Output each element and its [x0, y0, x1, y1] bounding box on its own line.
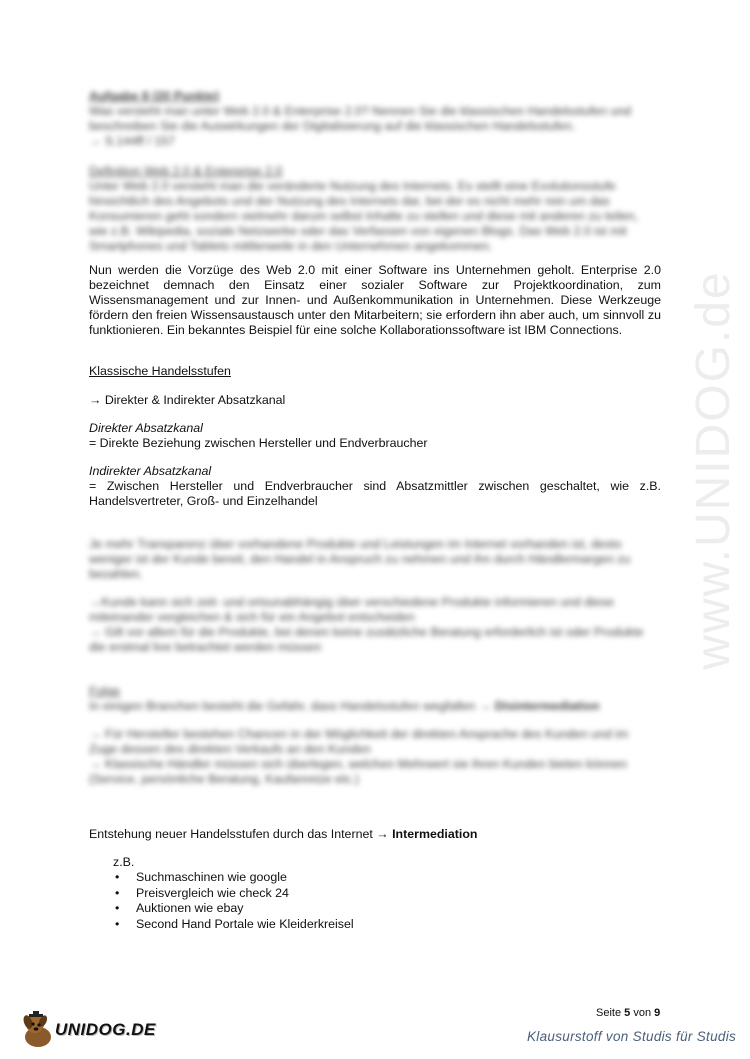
page-number	[596, 1007, 660, 1019]
definition-line: Unter Web 2.0 versteht man die veränderte Nutzung des Internets. Es stellt eine Evolutionsstufe	[89, 179, 616, 193]
definition-line: Konsumieren geht sondern vielmehr darum selbst Inhalte zu stellen und diese mit anderen zu teilen,	[89, 209, 638, 223]
handel-title: Klassische Handelsstufen	[89, 364, 231, 378]
page-total: 9	[654, 1007, 661, 1019]
list-item: • Preisvergleich wie check 24	[113, 886, 354, 902]
transparency-line: Je mehr Transparenz über vorhandene Produkte und Leistungen im Internet vorhanden ist, desto	[89, 537, 622, 551]
folge-line: Zuge dessen des direkten Verkaufs an den Kunden	[89, 742, 371, 756]
page-prefix: Seite	[596, 1007, 622, 1019]
customer-block	[89, 595, 661, 655]
dog-icon	[18, 1010, 58, 1050]
folge-detail-block	[89, 727, 661, 787]
task-question-line: beschreiben Sie die Auswirkungen der Digitalisierung auf die klassischen Handelsstufen.	[89, 119, 576, 133]
watermark-text: www.UNIDOG.de	[687, 270, 740, 670]
folge-summary	[89, 699, 661, 714]
folge-summary-text: In einigen Branchen besteht die Gefahr, dass Handelsstufen wegfallen →	[89, 699, 492, 713]
customer-line: miteinander vergleichen & sich für ein Angebot entscheiden	[89, 610, 415, 624]
task-question-line: Was versteht man unter Web 2.0 & Enterprise 2.0? Nennen Sie die klassischen Handelsstufen und	[89, 104, 632, 118]
entstehung-text: Entstehung neuer Handelsstufen durch das Internet →	[89, 827, 389, 841]
logo-text: UNIDOG.DE	[55, 1020, 156, 1039]
folge-block	[89, 684, 661, 714]
disintermediation-term: Disintermediation	[494, 699, 600, 713]
examples-list	[113, 870, 354, 932]
list-item: • Suchmaschinen wie google	[113, 870, 354, 886]
transparency-block	[89, 537, 661, 582]
enterprise-paragraph: Nun werden die Vorzüge des Web 2.0 mit einer Software ins Unternehmen geholt. Enterprise 2.0 bezeichnet demnach den Einsatz einer sozialer Software zur Projektkoordination, zum Wissensmanagement und zur Innen- und Außenkommunikation in Unternehmen. Diese Werkzeuge fördern den freien Wissensaustausch unter den Mitarbeitern; sie erfordern ihn aber auch, um sinnvoll zu funktionieren. Ein bekanntes Beispiel für eine solche Kollaborationssoftware ist IBM Connections.	[89, 263, 661, 337]
definition-title: Definition Web 2.0 & Enterprise 2.0	[89, 164, 283, 178]
absatzkanal-line: → Direkter & Indirekter Absatzkanal	[89, 393, 286, 407]
folge-line: → Für Hersteller bestehen Chancen in der Möglichkeit der direkten Ansprache des Kunden und im	[89, 727, 629, 741]
definition-line: wie z.B. Wikipedia, soziale Netzwerke oder das Verfassen von eigenen Blogs. Das Web 2.0 ist mit	[89, 224, 627, 238]
customer-line: →Kunde kann sich zeit- und ortsunabhängig über verschiedene Produkte informieren und diese	[89, 595, 614, 609]
page-mid: von	[633, 1007, 652, 1019]
folge-title: Folge	[89, 684, 120, 698]
page-current: 5	[624, 1007, 631, 1019]
transparency-line: weniger ist der Kunde bereit, den Handel in Anspruch zu nehmen und ihn durch Händlermargen zu	[89, 552, 631, 566]
folge-line: (Service, persönliche Beratung, Kaufanreize etc.)	[89, 772, 359, 786]
task-block	[89, 89, 661, 149]
transparency-line: bezahlen.	[89, 567, 143, 581]
definition-line: Smartphones und Tablets mittlerweile in den Unternehmen angekommen.	[89, 239, 493, 253]
indirekt-title: Indirekter Absatzkanal	[89, 464, 212, 478]
unidog-logo	[18, 1010, 158, 1050]
list-item: • Auktionen wie ebay	[113, 901, 354, 917]
intermediation-term: Intermediation	[392, 827, 478, 841]
definition-line: hinsichtlich des Angebots und der Nutzung des Internets dar, bei der es nicht mehr rein um das	[89, 194, 610, 208]
zb-label: z.B.	[113, 855, 135, 869]
footer-tagline: Klausurstoff von Studis für Studis	[527, 1029, 737, 1044]
folge-line: → Klassische Händler müssen sich überlegen, welchen Mehrwert sie ihren Kunden bieten können	[89, 757, 627, 771]
direkt-title: Direkter Absatzkanal	[89, 421, 203, 435]
indirekt-definition: = Zwischen Hersteller und Endverbraucher sind Absatzmittler zwischen geschaltet, wie z.B. Handelsvertreter, Groß- und Einzelhandel	[89, 479, 661, 508]
list-item: • Second Hand Portale wie Kleiderkreisel	[113, 917, 354, 933]
entstehung-line	[89, 827, 661, 842]
customer-line: die erstmal live betrachtet werden müssen	[89, 640, 322, 654]
task-title: Aufgabe 8 (20 Punkte)	[89, 89, 220, 103]
customer-line: → Gilt vor allem für die Produkte, bei denen keine zusätzliche Beratung erforderlich ist oder Produkte	[89, 625, 644, 639]
direkt-definition: = Direkte Beziehung zwischen Hersteller und Endverbraucher	[89, 436, 428, 450]
task-reference: → S.144ff / 157	[89, 134, 175, 148]
definition-block	[89, 164, 661, 254]
